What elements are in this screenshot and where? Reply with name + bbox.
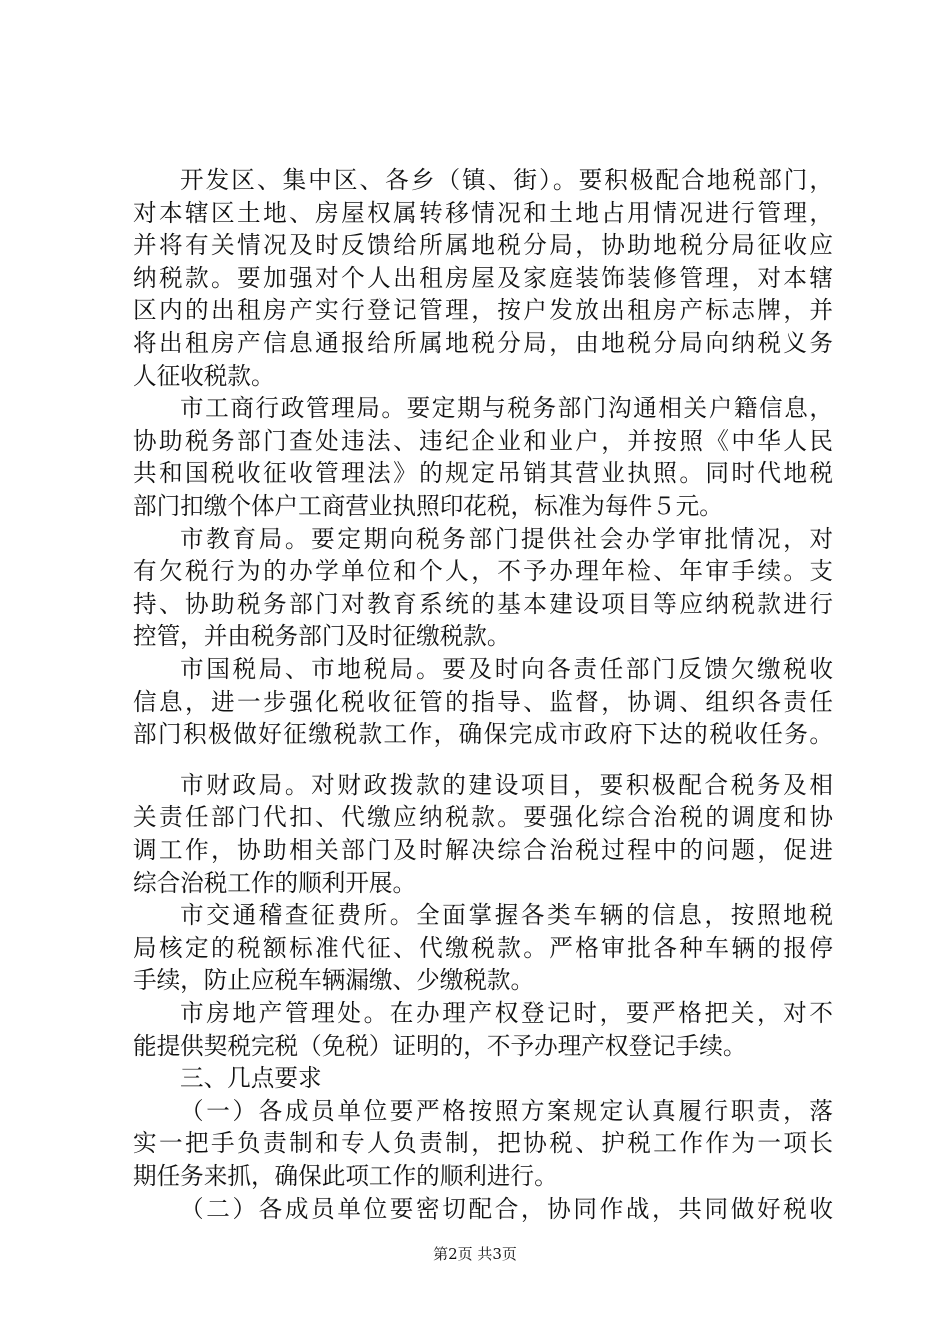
paragraph-line: （一）各成员单位要严格按照方案规定认真履行职责，落 <box>180 1097 833 1125</box>
paragraph-line: 有欠税行为的办学单位和个人，不予办理年检、年审手续。支 <box>133 557 833 585</box>
paragraph-line: 信息，进一步强化税收征管的指导、监督，协调、组织各责任 <box>133 688 833 716</box>
paragraph-line: 市教育局。要定期向税务部门提供社会办学审批情况，对 <box>180 525 833 553</box>
paragraph-line: 区内的出租房产实行登记管理，按户发放出租房产标志牌，并 <box>133 296 833 324</box>
paragraph-line: 市工商行政管理局。要定期与税务部门沟通相关户籍信息， <box>180 394 833 422</box>
paragraph-line: 市房地产管理处。在办理产权登记时，要严格把关，对不 <box>180 999 833 1027</box>
paragraph-line: 手续，防止应税车辆漏缴、少缴税款。 <box>133 966 535 994</box>
paragraph-line: 能提供契税完税（免税）证明的，不予办理产权登记手续。 <box>133 1032 747 1060</box>
paragraph-line: 局核定的税额标准代征、代缴税款。严格审批各种车辆的报停 <box>133 934 833 962</box>
paragraph-line: 协助税务部门查处违法、违纪企业和业户，并按照《中华人民 <box>133 427 833 455</box>
paragraph-line: （二）各成员单位要密切配合，协同作战，共同做好税收 <box>180 1195 833 1223</box>
paragraph-line: 将出租房产信息通报给所属地税分局，由地税分局向纳税义务 <box>133 329 833 357</box>
paragraph-line: 部门积极做好征缴税款工作，确保完成市政府下达的税收任务。 <box>133 720 833 748</box>
paragraph-line: 调工作，协助相关部门及时解决综合治税过程中的问题，促进 <box>133 836 833 864</box>
paragraph-line: 市交通稽查征费所。全面掌握各类车辆的信息，按照地税 <box>180 901 833 929</box>
page-footer: 第2页 共3页 <box>433 1245 517 1263</box>
paragraph-line: 开发区、集中区、各乡（镇、街）。要积极配合地税部门， <box>180 166 833 194</box>
paragraph-line: 持、协助税务部门对教育系统的基本建设项目等应纳税款进行 <box>133 590 833 618</box>
paragraph-line: 对本辖区土地、房屋权属转移情况和土地占用情况进行管理， <box>133 199 833 227</box>
paragraph-line: 市财政局。对财政拨款的建设项目，要积极配合税务及相 <box>180 771 833 799</box>
paragraph-line: 控管，并由税务部门及时征缴税款。 <box>133 622 511 650</box>
paragraph-line: 部门扣缴个体户工商营业执照印花税，标准为每件５元。 <box>133 492 723 520</box>
paragraph-line: 纳税款。要加强对个人出租房屋及家庭装饰装修管理，对本辖 <box>133 264 833 292</box>
paragraph-line: 期任务来抓，确保此项工作的顺利进行。 <box>133 1162 558 1190</box>
section-heading: 三、几点要求 <box>180 1064 322 1092</box>
paragraph-line: 综合治税工作的顺利开展。 <box>133 869 417 897</box>
paragraph-line: 实一把手负责制和专人负责制，把协税、护税工作作为一项长 <box>133 1129 833 1157</box>
paragraph-line: 市国税局、市地税局。要及时向各责任部门反馈欠缴税收 <box>180 655 833 683</box>
paragraph-line: 关责任部门代扣、代缴应纳税款。要强化综合治税的调度和协 <box>133 803 833 831</box>
paragraph-line: 并将有关情况及时反馈给所属地税分局，协助地税分局征收应 <box>133 231 833 259</box>
paragraph-line: 共和国税收征收管理法》的规定吊销其营业执照。同时代地税 <box>133 459 833 487</box>
paragraph-line: 人征收税款。 <box>133 362 275 390</box>
